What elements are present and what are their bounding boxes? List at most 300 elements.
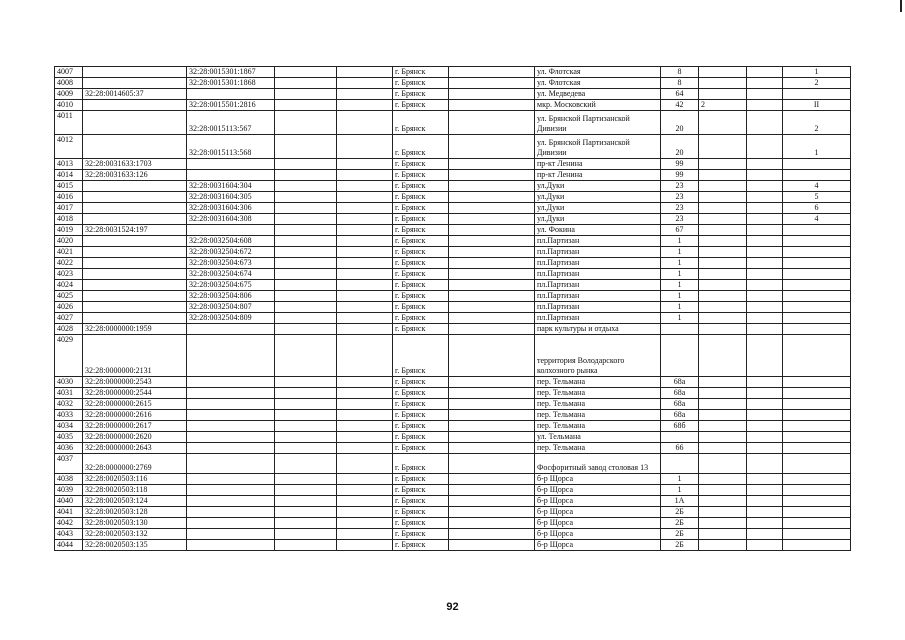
cell-house	[661, 454, 699, 474]
cell-city: г. Брянск	[393, 518, 449, 529]
cell-house: 23	[661, 203, 699, 214]
cell-c11: 1	[783, 67, 851, 78]
table-row	[55, 159, 851, 170]
table-row	[55, 324, 851, 335]
cell-c3	[275, 313, 337, 324]
cell-street: пл.Партизан	[535, 269, 661, 280]
cell-c1: 32:28:0000000:2620	[83, 432, 187, 443]
table-row	[55, 258, 851, 269]
cell-c9	[699, 432, 747, 443]
cell-c1	[83, 192, 187, 203]
cell-c3	[275, 388, 337, 399]
cell-c11	[783, 89, 851, 100]
cell-c3	[275, 540, 337, 551]
cell-c2: 32:28:0015113:567	[187, 111, 275, 135]
cell-c3	[275, 170, 337, 181]
cell-c10	[747, 247, 783, 258]
cell-c3	[275, 335, 337, 377]
cell-house: 1	[661, 269, 699, 280]
cell-no: 4015	[55, 181, 83, 192]
table-row	[55, 432, 851, 443]
cell-city: г. Брянск	[393, 159, 449, 170]
cell-no: 4022	[55, 258, 83, 269]
cell-c2: 32:28:0032504:608	[187, 236, 275, 247]
cell-c10	[747, 399, 783, 410]
cell-house: 68а	[661, 377, 699, 388]
cell-no: 4037	[55, 454, 83, 474]
cell-c4	[337, 159, 393, 170]
cell-c9	[699, 485, 747, 496]
cell-c9	[699, 111, 747, 135]
registry-table	[54, 66, 851, 551]
cell-c3	[275, 529, 337, 540]
cell-c3	[275, 377, 337, 388]
cell-c4	[337, 496, 393, 507]
cell-c1: 32:28:0020503:116	[83, 474, 187, 485]
cell-c4	[337, 443, 393, 454]
cell-house: 68а	[661, 410, 699, 421]
cell-house: 68б	[661, 421, 699, 432]
table-row	[55, 421, 851, 432]
cell-c6	[449, 324, 535, 335]
cell-c1	[83, 67, 187, 78]
cell-c6	[449, 192, 535, 203]
cell-c6	[449, 170, 535, 181]
cell-c2	[187, 507, 275, 518]
cell-house: 68а	[661, 388, 699, 399]
cell-c9	[699, 421, 747, 432]
table-row	[55, 410, 851, 421]
cell-no: 4042	[55, 518, 83, 529]
cell-c3	[275, 443, 337, 454]
cell-c3	[275, 111, 337, 135]
table-row	[55, 192, 851, 203]
cell-c4	[337, 377, 393, 388]
cell-no: 4030	[55, 377, 83, 388]
cell-c3	[275, 518, 337, 529]
cell-c9	[699, 388, 747, 399]
cell-street: Фосфоритный завод столовая 13	[535, 454, 661, 474]
cell-no: 4017	[55, 203, 83, 214]
cell-c6	[449, 78, 535, 89]
table-row	[55, 89, 851, 100]
cell-c4	[337, 214, 393, 225]
cell-city: г. Брянск	[393, 388, 449, 399]
cell-house: 99	[661, 170, 699, 181]
cell-no: 4040	[55, 496, 83, 507]
cell-street: ул. Фокина	[535, 225, 661, 236]
cell-c11	[783, 269, 851, 280]
cell-c10	[747, 214, 783, 225]
cell-c4	[337, 181, 393, 192]
cell-city: г. Брянск	[393, 421, 449, 432]
cell-city: г. Брянск	[393, 443, 449, 454]
cell-c4	[337, 135, 393, 159]
cell-c11	[783, 454, 851, 474]
cell-c10	[747, 507, 783, 518]
table-row	[55, 518, 851, 529]
cell-no: 4031	[55, 388, 83, 399]
cell-street: пл.Партизан	[535, 280, 661, 291]
cell-c10	[747, 529, 783, 540]
cell-c11	[783, 258, 851, 269]
cell-street: ул.Дуки	[535, 203, 661, 214]
cell-c1: 32:28:0031524:197	[83, 225, 187, 236]
cell-c9	[699, 181, 747, 192]
cell-c11	[783, 377, 851, 388]
cell-c10	[747, 89, 783, 100]
cell-street: б-р Щорса	[535, 540, 661, 551]
cell-c6	[449, 100, 535, 111]
cell-c9	[699, 192, 747, 203]
cell-street: пер. Тельмана	[535, 443, 661, 454]
cell-c9	[699, 225, 747, 236]
table-row	[55, 269, 851, 280]
cell-house	[661, 324, 699, 335]
cell-c10	[747, 313, 783, 324]
cell-city: г. Брянск	[393, 111, 449, 135]
cell-c3	[275, 496, 337, 507]
cell-city: г. Брянск	[393, 496, 449, 507]
page-number: 92	[446, 601, 459, 613]
cell-c10	[747, 485, 783, 496]
cell-c4	[337, 529, 393, 540]
cell-c2	[187, 485, 275, 496]
cell-city: г. Брянск	[393, 485, 449, 496]
cell-no: 4039	[55, 485, 83, 496]
cell-c11	[783, 313, 851, 324]
cell-street: ул.Дуки	[535, 192, 661, 203]
cell-c9	[699, 236, 747, 247]
cell-no: 4014	[55, 170, 83, 181]
table-row	[55, 388, 851, 399]
cell-house: 1	[661, 280, 699, 291]
table-row	[55, 335, 851, 377]
cell-c3	[275, 78, 337, 89]
cell-street: ул.Дуки	[535, 181, 661, 192]
cell-c9	[699, 443, 747, 454]
cell-c10	[747, 432, 783, 443]
table-row	[55, 280, 851, 291]
cell-c6	[449, 507, 535, 518]
cell-c9	[699, 324, 747, 335]
cell-c1	[83, 291, 187, 302]
cell-house: 8	[661, 78, 699, 89]
registry-table-body	[55, 67, 851, 551]
cell-house	[661, 432, 699, 443]
cell-c2	[187, 335, 275, 377]
cell-c4	[337, 225, 393, 236]
cell-c2: 32:28:0031604:304	[187, 181, 275, 192]
cell-no: 4033	[55, 410, 83, 421]
table-row	[55, 111, 851, 135]
cell-c4	[337, 236, 393, 247]
cell-c2	[187, 518, 275, 529]
cell-c4	[337, 100, 393, 111]
cell-c2: 32:28:0032504:673	[187, 258, 275, 269]
cell-no: 4034	[55, 421, 83, 432]
cell-c4	[337, 291, 393, 302]
cell-c10	[747, 496, 783, 507]
cell-city: г. Брянск	[393, 454, 449, 474]
cell-c9	[699, 291, 747, 302]
cell-c3	[275, 89, 337, 100]
cell-c1: 32:28:0000000:1959	[83, 324, 187, 335]
cell-city: г. Брянск	[393, 135, 449, 159]
cell-c6	[449, 225, 535, 236]
cell-c3	[275, 507, 337, 518]
cell-street: пер. Тельмана	[535, 410, 661, 421]
cell-c2	[187, 377, 275, 388]
cell-c1: 32:28:0020503:132	[83, 529, 187, 540]
cell-house: 1	[661, 236, 699, 247]
cell-c6	[449, 518, 535, 529]
cell-c1: 32:28:0020503:124	[83, 496, 187, 507]
cell-c3	[275, 324, 337, 335]
table-row	[55, 181, 851, 192]
cell-c6	[449, 443, 535, 454]
cell-c2: 32:28:0031604:308	[187, 214, 275, 225]
cell-house: 1	[661, 302, 699, 313]
cell-city: г. Брянск	[393, 335, 449, 377]
cell-c4	[337, 324, 393, 335]
cell-c11	[783, 443, 851, 454]
cell-c3	[275, 236, 337, 247]
cell-no: 4025	[55, 291, 83, 302]
table-row	[55, 454, 851, 474]
cell-c10	[747, 135, 783, 159]
cell-city: г. Брянск	[393, 540, 449, 551]
cell-street: б-р Щорса	[535, 518, 661, 529]
cell-c9	[699, 529, 747, 540]
cell-c1: 32:28:0031633:1703	[83, 159, 187, 170]
cell-c1: 32:28:0014605:37	[83, 89, 187, 100]
cell-c9	[699, 474, 747, 485]
cell-c1: 32:28:0020503:130	[83, 518, 187, 529]
cell-c2	[187, 421, 275, 432]
cell-no: 4032	[55, 399, 83, 410]
cell-c2: 32:28:0015301:1867	[187, 67, 275, 78]
cell-c1: 32:28:0020503:128	[83, 507, 187, 518]
cell-c1: 32:28:0000000:2643	[83, 443, 187, 454]
cell-c6	[449, 540, 535, 551]
cell-c1	[83, 78, 187, 89]
cell-no: 4008	[55, 78, 83, 89]
cell-c4	[337, 454, 393, 474]
table-row	[55, 67, 851, 78]
cell-c4	[337, 203, 393, 214]
cell-street: ул. Флотская	[535, 67, 661, 78]
cell-c11	[783, 410, 851, 421]
cell-house: 1	[661, 291, 699, 302]
cell-c11	[783, 432, 851, 443]
cell-c6	[449, 313, 535, 324]
cell-house: 2Б	[661, 529, 699, 540]
cell-city: г. Брянск	[393, 225, 449, 236]
cell-c9	[699, 280, 747, 291]
cell-c11	[783, 421, 851, 432]
cell-c11: 5	[783, 192, 851, 203]
cell-no: 4023	[55, 269, 83, 280]
table-row	[55, 203, 851, 214]
cell-c6	[449, 335, 535, 377]
cell-city: г. Брянск	[393, 203, 449, 214]
cell-city: г. Брянск	[393, 302, 449, 313]
cell-c3	[275, 181, 337, 192]
cell-c9	[699, 203, 747, 214]
cell-c10	[747, 78, 783, 89]
cell-c10	[747, 159, 783, 170]
cell-street: пл.Партизан	[535, 247, 661, 258]
cell-c6	[449, 529, 535, 540]
cell-c4	[337, 313, 393, 324]
cell-c1: 32:28:0000000:2543	[83, 377, 187, 388]
cell-c10	[747, 474, 783, 485]
cell-c3	[275, 135, 337, 159]
cell-c2: 32:28:0032504:674	[187, 269, 275, 280]
cell-house: 1А	[661, 496, 699, 507]
cell-street: пл.Партизан	[535, 258, 661, 269]
cell-house: 64	[661, 89, 699, 100]
cell-no: 4021	[55, 247, 83, 258]
cell-c1	[83, 214, 187, 225]
cell-no: 4010	[55, 100, 83, 111]
cell-city: г. Брянск	[393, 280, 449, 291]
cell-street: пер. Тельмана	[535, 421, 661, 432]
cell-c6	[449, 410, 535, 421]
cell-house: 1	[661, 313, 699, 324]
cell-house: 99	[661, 159, 699, 170]
cell-c2: 32:28:0032504:806	[187, 291, 275, 302]
cell-c10	[747, 258, 783, 269]
cell-c2: 32:28:0032504:675	[187, 280, 275, 291]
cell-c6	[449, 485, 535, 496]
cell-c1: 32:28:0000000:2544	[83, 388, 187, 399]
cell-street: парк культуры и отдыха	[535, 324, 661, 335]
cell-city: г. Брянск	[393, 269, 449, 280]
cell-c10	[747, 192, 783, 203]
cell-no: 4043	[55, 529, 83, 540]
cell-c1	[83, 247, 187, 258]
cell-city: г. Брянск	[393, 399, 449, 410]
cell-c1: 32:28:0000000:2769	[83, 454, 187, 474]
cell-house: 2Б	[661, 507, 699, 518]
cell-c3	[275, 192, 337, 203]
cell-c10	[747, 291, 783, 302]
cell-c9	[699, 302, 747, 313]
cell-c3	[275, 280, 337, 291]
cell-c2	[187, 529, 275, 540]
cell-no: 4038	[55, 474, 83, 485]
cell-c11: 2	[783, 78, 851, 89]
cell-city: г. Брянск	[393, 181, 449, 192]
cell-c6	[449, 111, 535, 135]
cell-house	[661, 335, 699, 377]
cell-c2	[187, 474, 275, 485]
cell-c9	[699, 377, 747, 388]
cell-city: г. Брянск	[393, 89, 449, 100]
cell-house: 20	[661, 135, 699, 159]
cell-c4	[337, 247, 393, 258]
cell-c11: 6	[783, 203, 851, 214]
cell-c6	[449, 377, 535, 388]
cell-city: г. Брянск	[393, 507, 449, 518]
cell-c9	[699, 135, 747, 159]
table-row	[55, 399, 851, 410]
cell-city: г. Брянск	[393, 432, 449, 443]
table-row	[55, 377, 851, 388]
cell-house: 23	[661, 181, 699, 192]
cell-c3	[275, 225, 337, 236]
cell-c2	[187, 454, 275, 474]
table-row	[55, 302, 851, 313]
cell-c1: 32:28:0000000:2616	[83, 410, 187, 421]
cell-no: 4013	[55, 159, 83, 170]
cell-c4	[337, 507, 393, 518]
cell-c2: 32:28:0032504:807	[187, 302, 275, 313]
cell-c11	[783, 496, 851, 507]
cell-no: 4009	[55, 89, 83, 100]
cell-c9	[699, 67, 747, 78]
cell-city: г. Брянск	[393, 170, 449, 181]
cell-street: пер. Тельмана	[535, 388, 661, 399]
cell-c9	[699, 313, 747, 324]
cell-c1	[83, 111, 187, 135]
table-row	[55, 443, 851, 454]
cell-c2	[187, 388, 275, 399]
cell-c9	[699, 399, 747, 410]
cell-city: г. Брянск	[393, 67, 449, 78]
cell-city: г. Брянск	[393, 474, 449, 485]
cell-c4	[337, 540, 393, 551]
cell-city: г. Брянск	[393, 214, 449, 225]
cell-c9	[699, 454, 747, 474]
cell-c9	[699, 335, 747, 377]
cell-c10	[747, 410, 783, 421]
cell-no: 4007	[55, 67, 83, 78]
cell-c2: 32:28:0015301:1868	[187, 78, 275, 89]
cell-c10	[747, 181, 783, 192]
cell-city: г. Брянск	[393, 78, 449, 89]
cell-c10	[747, 388, 783, 399]
cell-no: 4020	[55, 236, 83, 247]
cell-c1: 32:28:0000000:2615	[83, 399, 187, 410]
cell-c9	[699, 258, 747, 269]
cell-house: 2Б	[661, 518, 699, 529]
cell-c11: 4	[783, 214, 851, 225]
cell-c11: 1	[783, 135, 851, 159]
cell-c10	[747, 280, 783, 291]
cell-c11	[783, 170, 851, 181]
cell-c10	[747, 170, 783, 181]
cell-c1: 32:28:0020503:118	[83, 485, 187, 496]
cell-c3	[275, 432, 337, 443]
table-row	[55, 135, 851, 159]
cell-c1: 32:28:0000000:2131	[83, 335, 187, 377]
cell-c10	[747, 443, 783, 454]
cell-c9	[699, 410, 747, 421]
cell-c11: 4	[783, 181, 851, 192]
cell-c2	[187, 540, 275, 551]
cell-c2: 32:28:0015501:2816	[187, 100, 275, 111]
cell-house: 67	[661, 225, 699, 236]
cell-c10	[747, 67, 783, 78]
cell-c10	[747, 236, 783, 247]
cell-c4	[337, 89, 393, 100]
table-row	[55, 225, 851, 236]
cell-c2	[187, 89, 275, 100]
cell-c11	[783, 291, 851, 302]
